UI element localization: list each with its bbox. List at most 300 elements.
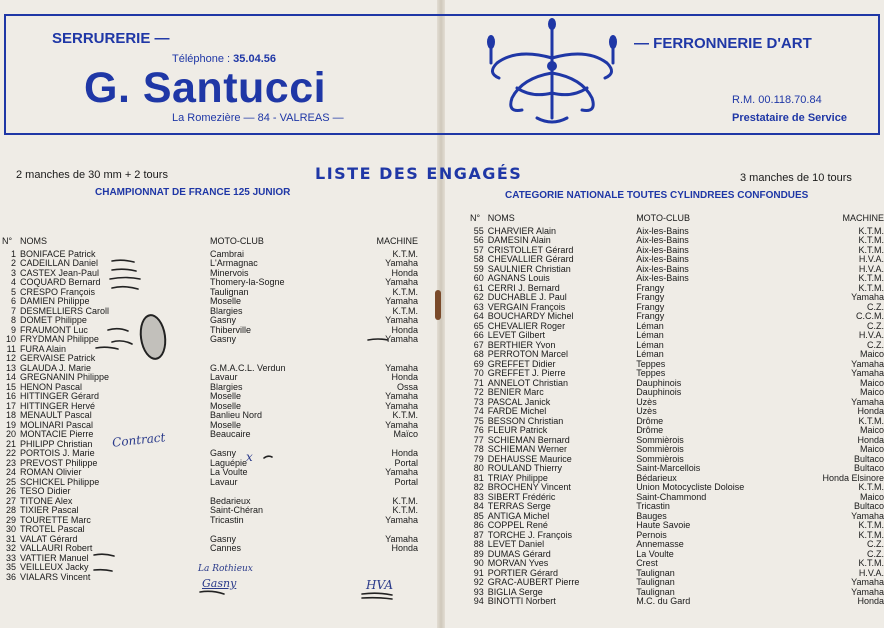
entry-number: 17 [5, 400, 16, 411]
entry-club: Aix-les-Bains [636, 254, 689, 264]
entry-club: Taulignan [636, 586, 675, 597]
entry-name: BESSON Christian [487, 415, 564, 426]
entry-name: CHARVIER Alain [487, 225, 557, 236]
entry-club: Saint-Chammond [636, 491, 707, 502]
entry-name: CADEILLAN Daniel [20, 258, 99, 268]
entry-number: 71 [473, 377, 484, 388]
entry-machine: Yamaha [385, 362, 418, 373]
entry-name: PORTIER Gérard [487, 567, 559, 578]
entry-number: 72 [473, 387, 484, 397]
entry-number: 73 [473, 396, 484, 407]
entry-name: TORCHE J. François [487, 529, 573, 540]
entry-number: 68 [473, 349, 484, 359]
right-table-header [470, 214, 884, 227]
entry-number: 29 [5, 514, 16, 525]
entry-machine: Yamaha [385, 533, 418, 544]
col-no: N° [2, 236, 13, 246]
entry-club: La Voulte [210, 467, 248, 477]
entry-club [210, 554, 356, 564]
entry-name: COPPEL René [487, 520, 548, 530]
entry-number: 63 [473, 301, 484, 312]
entry-machine: Honda [857, 406, 884, 416]
entry-name: VALLAURI Robert [20, 543, 93, 553]
entry-machine: Yamaha [385, 514, 418, 525]
entry-club: Moselle [210, 400, 242, 411]
entry-machine: Honda [391, 372, 418, 382]
entry-number: 86 [473, 520, 484, 530]
entry-machine: Yamaha [385, 467, 418, 477]
entry-name: VALAT Gérard [20, 533, 78, 544]
entry-number: 66 [473, 330, 484, 340]
entry-number: 22 [5, 448, 16, 458]
left-entries-table [2, 237, 418, 582]
entry-machine: K.T.M. [858, 520, 884, 530]
entry-number: 1 [10, 248, 16, 259]
entry-club: Drôme [636, 425, 664, 435]
entry-name: TRIAY Philippe [487, 472, 548, 483]
entry-club: Sommièrois [636, 434, 684, 445]
entry-club: Bedarieux [210, 495, 251, 506]
handwritten-contract: Contract [111, 430, 166, 450]
entry-name: VIALARS Vincent [20, 571, 91, 582]
entry-club: Frangy [636, 301, 665, 312]
entry-number: 15 [5, 381, 16, 392]
entry-number: 31 [5, 533, 16, 544]
entry-club: Laguépie [210, 457, 248, 468]
entry-name: GREFFET Didier [487, 358, 556, 369]
entry-machine: H.V.A. [858, 330, 884, 340]
entry-machine: Honda [857, 596, 884, 606]
entry-number: 12 [5, 353, 16, 363]
entry-machine: K.T.M. [392, 286, 418, 297]
entry-name: PASCAL Janick [487, 396, 551, 407]
entry-name: ROULAND Thierry [487, 463, 563, 473]
entry-machine: Maico [859, 349, 884, 359]
entry-name: TESO Didier [20, 486, 71, 496]
entry-number: 85 [473, 510, 484, 521]
entry-number: 81 [473, 472, 484, 483]
entry-machine: Maïco [393, 429, 418, 439]
entry-club: Bédarieux [636, 472, 677, 483]
entry-name: MOLINARI Pascal [20, 419, 94, 430]
left-race-format: 2 manches de 30 mm + 2 tours [16, 169, 168, 181]
entry-machine: K.T.M. [858, 225, 884, 236]
left-category: CHAMPIONNAT DE FRANCE 125 JUNIOR [95, 187, 291, 198]
entry-number: 76 [473, 425, 484, 435]
entry-machine: K.T.M. [858, 529, 884, 540]
entry-name: GREGNANIN Philippe [20, 372, 110, 382]
left-table-header [2, 237, 418, 250]
entry-name: BONIFACE Patrick [20, 248, 96, 259]
entry-number: 10 [5, 334, 16, 344]
entry-club: Uzès [636, 396, 657, 407]
entry-name: VERGAIN François [487, 301, 566, 312]
entry-number: 69 [473, 358, 484, 369]
entry-club: Aix-les-Bains [636, 225, 689, 236]
right-entries-body [470, 227, 884, 607]
entry-club: Uzès [636, 406, 657, 416]
entry-number: 75 [473, 415, 484, 426]
entry-club: Lavaur [210, 476, 238, 487]
entry-machine: C.Z. [867, 301, 884, 312]
entry-club: Saint-Chéran [210, 505, 264, 515]
entry-number: 7 [10, 305, 16, 316]
entry-club: Sommièrois [636, 453, 684, 464]
entry-name: CRESPO François [20, 286, 96, 297]
entry-name: CHEVALIER Roger [487, 320, 566, 331]
entry-club [210, 345, 356, 355]
entry-club: Teppes [636, 368, 666, 378]
entry-machine: Maico [859, 387, 884, 397]
entry-number: 56 [473, 235, 484, 245]
entry-club: Frangy [636, 292, 665, 302]
right-category: CATEGORIE NATIONALE TOUTES CYLINDREES CONFONDUES [505, 190, 809, 201]
company-name: G. Santucci [84, 64, 327, 112]
entry-club: Dauphinois [636, 387, 682, 397]
entry-name: DAMESIN Alain [487, 235, 551, 245]
entry-club: Banlieu Nord [210, 410, 263, 420]
col-club: MOTO-CLUB [210, 236, 264, 246]
entry-name: FARDE Michel [487, 406, 547, 416]
entry-machine: K.T.M. [392, 505, 418, 515]
entry-number: 18 [5, 410, 16, 420]
entry-name: GERVAISE Patrick [20, 353, 96, 363]
entry-number: 65 [473, 320, 484, 331]
entry-machine: K.T.M. [392, 305, 418, 316]
entry-name: CASTEX Jean-Paul [20, 267, 100, 278]
entry-club: Taulignan [636, 567, 675, 578]
entry-number: 21 [5, 438, 16, 449]
entry-name: MENAULT Pascal [20, 410, 92, 420]
entry-number: 79 [473, 453, 484, 464]
entry-machine: K.T.M. [858, 235, 884, 245]
entry-club: Cannes [210, 543, 242, 553]
entry-name: SIBERT Frédéric [487, 491, 556, 502]
entry-name: SAULNIER Christian [487, 263, 571, 274]
entry-number: 77 [473, 434, 484, 445]
entry-name: PERROTON Marcel [487, 349, 569, 359]
entry-name: DUCHABLE J. Paul [487, 292, 567, 302]
entry-name: FURA Alain [20, 343, 67, 354]
entry-name: TITONE Alex [20, 495, 73, 506]
entry-club: Aix-les-Bains [636, 235, 689, 245]
entry-machine: Yamaha [385, 334, 418, 344]
entry-number: 16 [5, 391, 16, 401]
entry-machine: Yamaha [385, 315, 418, 325]
service-label: Prestataire de Service [732, 112, 847, 124]
col-name: NOMS [20, 236, 47, 246]
entry-number: 26 [5, 486, 16, 496]
entry-number: 64 [473, 311, 484, 321]
entry-number: 9 [10, 324, 16, 335]
entry-number: 88 [473, 539, 484, 549]
entry-name: BENIER Marc [487, 387, 544, 397]
entry-number: 59 [473, 263, 484, 274]
entry-club: Thomery-la-Sogne [210, 277, 285, 287]
entry-name: HITTINGER Hervé [20, 400, 96, 411]
entry-name: BIGLIA Serge [487, 586, 543, 597]
entry-machine: H.V.A. [858, 263, 884, 274]
entry-machine: K.T.M. [392, 410, 418, 420]
entry-number: 90 [473, 558, 484, 568]
entry-machine [356, 554, 418, 564]
entry-machine: K.T.M. [858, 482, 884, 492]
entry-name: ROMAN Olivier [20, 467, 82, 477]
entry-number: 19 [5, 419, 16, 430]
entry-machine: Bultaco [853, 501, 884, 511]
phone-number: 35.04.56 [233, 53, 276, 65]
entry-name: LEVET Daniel [487, 539, 545, 549]
entry-number: 80 [473, 463, 484, 473]
entry-name: FLEUR Patrick [487, 425, 548, 435]
entry-name: MONTACIE Pierre [20, 429, 94, 439]
entry-number: 25 [5, 476, 16, 487]
entry-machine: K.T.M. [858, 558, 884, 568]
entry-name: BERTHIER Yvon [487, 339, 556, 350]
entry-club: Lavaur [210, 372, 238, 382]
entry-name: DOMET Philippe [20, 315, 87, 325]
entry-machine: Yamaha [385, 258, 418, 268]
entry-name: LEVET Gilbert [487, 330, 546, 340]
entry-name: PHILIPP Christian [20, 438, 93, 449]
entry-machine: Yamaha [851, 510, 884, 521]
entry-machine: Ossa [396, 381, 418, 392]
entry-club: Aix-les-Bains [636, 263, 689, 274]
entry-machine: K.T.M. [858, 282, 884, 293]
entry-number: 35 [5, 562, 16, 572]
entry-club: Frangy [636, 311, 665, 321]
chandelier-logo [477, 18, 627, 128]
entry-club: Minervois [210, 267, 249, 278]
entry-club: Tricastin [636, 501, 670, 511]
entry-number: 27 [5, 495, 16, 506]
entry-machine: Yamaha [385, 296, 418, 306]
entry-name: BINOTTI Norbert [487, 596, 556, 606]
company-address: La Romezière — 84 - VALREAS — [172, 112, 344, 124]
entry-number: 93 [473, 586, 484, 597]
entry-club: Blargies [210, 381, 243, 392]
entry-machine: Portal [394, 457, 418, 468]
entry-machine: Yamaha [385, 419, 418, 430]
entry-machine: H.V.A. [858, 567, 884, 578]
entry-club: L'Armagnac [210, 258, 258, 268]
entry-number: 87 [473, 529, 484, 540]
entry-name: SCHICKEL Philippe [20, 476, 100, 487]
entry-machine: K.T.M. [392, 495, 418, 506]
entry-machine: C.Z. [867, 548, 884, 559]
entry-club: Beaucaire [210, 429, 251, 439]
entry-name: COQUARD Bernard [20, 277, 101, 287]
entry-club: G.M.A.C.L. Verdun [210, 362, 286, 373]
serrurerie-label: SERRURERIE — [52, 30, 170, 47]
entry-machine [356, 345, 418, 355]
entry-number: 57 [473, 244, 484, 255]
entry-club: Haute Savoie [636, 520, 691, 530]
entry-club: Thiberville [210, 324, 252, 335]
entry-machine: Maico [859, 377, 884, 388]
entry-row [470, 597, 884, 607]
registration-number: R.M. 00.118.70.84 [732, 94, 822, 106]
entry-club: Drôme [636, 415, 664, 426]
left-entries-body [2, 250, 418, 583]
entry-club: Taulignan [210, 286, 249, 297]
entry-number: 6 [10, 296, 16, 306]
entry-machine: C.Z. [867, 539, 884, 549]
entry-machine: K.T.M. [858, 415, 884, 426]
entry-number: 4 [10, 277, 16, 287]
entry-club: Dauphinois [636, 377, 682, 388]
entry-number: 20 [5, 429, 16, 439]
entry-machine: Portal [394, 476, 418, 487]
entry-name: BOUCHARDY Michel [487, 311, 574, 321]
entry-machine: K.T.M. [858, 273, 884, 283]
phone-label: Téléphone : [172, 53, 231, 65]
entry-name: VATTIER Manuel [20, 552, 89, 563]
entry-name: FRYDMAN Philippe [20, 334, 99, 344]
entry-name: AGNANS Louis [487, 273, 550, 283]
entry-number: 60 [473, 273, 484, 283]
entry-number: 23 [5, 457, 16, 468]
entry-club: Taulignan [636, 577, 675, 587]
entry-number: 36 [5, 571, 16, 582]
entry-machine: Yamaha [851, 577, 884, 587]
entry-machine: Yamaha [851, 396, 884, 407]
entry-number: 82 [473, 482, 484, 492]
entry-name: HITTINGER Gérard [20, 391, 100, 401]
entry-number: 84 [473, 501, 484, 511]
entry-number: 30 [5, 524, 16, 534]
entry-club: Frangy [636, 282, 665, 293]
entry-name: CRISTOLLET Gérard [487, 244, 574, 255]
entry-number: 8 [10, 315, 16, 325]
entry-machine: H.V.A. [858, 254, 884, 264]
entry-number: 5 [10, 286, 16, 297]
entry-number: 2 [10, 258, 16, 268]
ferronnerie-label: — FERRONNERIE D'ART [634, 35, 812, 52]
entry-club: La Voulte [636, 548, 674, 559]
entry-number: 33 [5, 552, 16, 563]
entry-name: CHEVALLIER Gérard [487, 254, 574, 264]
entry-name: ANTIGA Michel [487, 510, 550, 521]
entry-number: 91 [473, 567, 484, 578]
entry-machine: Maico [859, 444, 884, 454]
entry-name: ANNELOT Christian [487, 377, 569, 388]
col-no: N° [470, 213, 481, 223]
entry-number: 32 [5, 543, 16, 553]
entry-name: DESMELLIERS Caroll [20, 305, 110, 316]
entry-name: PREVOST Philippe [20, 457, 98, 468]
entry-club: Aix-les-Bains [636, 244, 689, 255]
entry-machine: Yamaha [851, 368, 884, 378]
entry-club: Gasny [210, 533, 237, 544]
entry-name: DAMIEN Philippe [20, 296, 90, 306]
entry-club: Pernois [636, 529, 667, 540]
entry-name: VEILLEUX Jacky [20, 562, 89, 572]
handwritten-x-mark: x [246, 450, 253, 464]
entry-name: TERRAS Serge [487, 501, 551, 511]
entry-club: M.C. du Gard [636, 596, 691, 606]
entry-number: 13 [5, 362, 16, 373]
right-race-format: 3 manches de 10 tours [740, 172, 852, 184]
entry-number: 70 [473, 368, 484, 378]
entry-number: 61 [473, 282, 484, 293]
entry-name: CERRI J. Bernard [487, 282, 560, 293]
col-machine: MACHINE [376, 236, 418, 246]
entry-machine: Yamaha [385, 277, 418, 287]
entry-club: Aix-les-Bains [636, 273, 689, 283]
entry-name: MORVAN Yves [487, 558, 549, 568]
entry-club: Union Motocycliste Doloise [636, 482, 745, 492]
entry-name: BROCHENY Vincent [487, 482, 571, 492]
entry-club: Saint-Marcellois [636, 463, 701, 473]
entry-name: TIXIER Pascal [20, 505, 79, 515]
entry-number: 94 [473, 596, 484, 606]
entry-machine: Honda [391, 267, 418, 278]
entry-name: FRAUMONT Luc [20, 324, 88, 335]
entry-club: Teppes [636, 358, 666, 369]
entry-club: Moselle [210, 296, 242, 306]
entry-name: GREFFET J. Pierre [487, 368, 566, 378]
entry-name: SCHIEMAN Bernard [487, 434, 570, 445]
entry-machine: Maico [859, 425, 884, 435]
entry-number: 58 [473, 254, 484, 264]
entry-machine: K.T.M. [858, 244, 884, 255]
entry-number: 83 [473, 491, 484, 502]
entry-name: DEHAUSSE Maurice [487, 453, 572, 464]
entry-club: Cambrai [210, 248, 245, 259]
entry-number: 89 [473, 548, 484, 559]
entry-machine: Bultaco [853, 453, 884, 464]
entry-machine [356, 563, 418, 573]
entry-number: 14 [5, 372, 16, 382]
entry-club: Bauges [636, 510, 667, 521]
entry-club: Tricastin [210, 514, 244, 525]
entry-club: Moselle [210, 419, 242, 430]
entry-machine: Honda [391, 448, 418, 458]
entry-name: HENON Pascal [20, 381, 83, 392]
entry-number: 92 [473, 577, 484, 587]
entry-name: GLAUDA J. Marie [20, 362, 92, 373]
entry-club: Crest [636, 558, 658, 568]
entry-machine: Honda [857, 434, 884, 445]
entry-number: 78 [473, 444, 484, 454]
entry-machine: C.C.M. [856, 311, 884, 321]
entry-club: Annemasse [636, 539, 684, 549]
col-club: MOTO-CLUB [636, 213, 691, 223]
entry-number: 11 [6, 343, 16, 354]
entry-number: 24 [5, 467, 16, 477]
entry-club: Gasny [210, 448, 237, 458]
entry-machine: Bultaco [853, 463, 884, 473]
entry-club: Léman [636, 349, 664, 359]
entry-club: Léman [636, 339, 664, 350]
entry-name: TOURETTE Marc [20, 514, 91, 525]
entry-name: PORTOIS J. Marie [20, 448, 95, 458]
entry-machine: Honda [391, 543, 418, 553]
entry-machine: Yamaha [385, 391, 418, 401]
entry-club: Blargies [210, 305, 243, 316]
right-entries-table [470, 214, 884, 607]
entry-machine: Yamaha [851, 292, 884, 302]
handwritten-gasny: Gasny [202, 577, 237, 590]
entry-number: 55 [473, 225, 484, 236]
entry-name: TROTEL Pascal [20, 524, 85, 534]
handwritten-la-rothieux: La Rothieux [198, 564, 253, 574]
entry-machine: Maico [859, 491, 884, 502]
entry-machine: C.Z. [867, 320, 884, 331]
fold-stain [435, 290, 441, 320]
entry-name: GRAC-AUBERT Pierre [487, 577, 580, 587]
